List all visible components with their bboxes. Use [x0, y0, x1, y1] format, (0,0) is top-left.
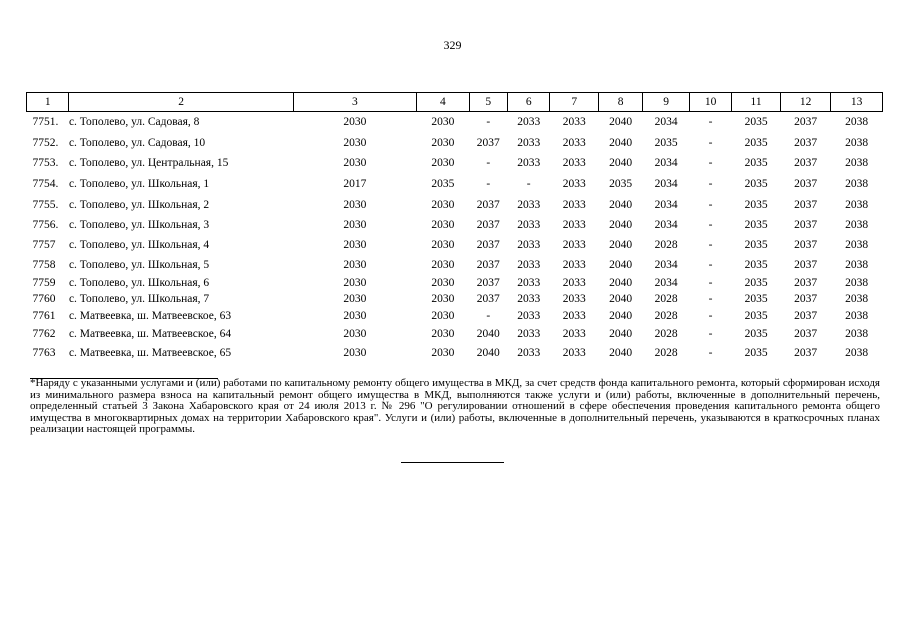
year-cell: 2040: [609, 218, 633, 231]
row-number-cell: 7752.: [32, 136, 59, 149]
year-cell: 2030: [431, 292, 455, 305]
year-cell: 2030: [343, 276, 367, 289]
table-row: [27, 215, 883, 235]
address-cell: с. Тополево, ул. Школьная, 7: [68, 292, 210, 305]
year-cell: 2035: [431, 178, 455, 190]
year-cell: 2030: [431, 116, 455, 129]
year-cell: 2035: [744, 136, 768, 149]
year-cell: -: [526, 178, 531, 190]
table-row: [27, 291, 883, 307]
column-header: 12: [780, 93, 831, 112]
year-cell: 2040: [609, 258, 633, 271]
year-cell: 2035: [654, 136, 678, 149]
end-rule: [401, 462, 504, 463]
year-cell: -: [708, 346, 713, 359]
address-cell: с. Тополево, ул. Садовая, 8: [68, 116, 200, 129]
year-cell: 2030: [343, 346, 367, 359]
year-cell: 2035: [744, 116, 768, 129]
year-cell: -: [708, 116, 713, 129]
year-cell: 2034: [654, 276, 678, 289]
column-header: 3: [293, 93, 416, 112]
year-cell: 2028: [654, 309, 678, 322]
year-cell: 2028: [654, 346, 678, 359]
year-cell: 2034: [654, 178, 678, 190]
year-cell: 2033: [562, 136, 586, 149]
year-cell: 2040: [609, 276, 633, 289]
year-cell: 2040: [609, 292, 633, 305]
year-cell: 2030: [343, 116, 367, 129]
year-cell: 2035: [609, 178, 633, 190]
year-cell: 2040: [609, 328, 633, 340]
year-cell: 2033: [562, 309, 586, 322]
table-row: [27, 133, 883, 153]
year-cell: 2030: [431, 198, 455, 211]
row-number-cell: 7761: [32, 309, 56, 322]
year-cell: 2033: [517, 292, 541, 305]
year-cell: 2035: [744, 309, 768, 322]
year-cell: 2038: [845, 292, 869, 305]
year-cell: 2034: [654, 258, 678, 271]
year-cell: 2038: [845, 238, 869, 251]
year-cell: 2038: [845, 178, 869, 190]
repair-schedule-table: [26, 92, 883, 362]
year-cell: -: [708, 178, 713, 190]
year-cell: 2033: [562, 238, 586, 251]
row-number-cell: 7753.: [32, 157, 59, 169]
year-cell: 2034: [654, 218, 678, 231]
row-number-cell: 7754.: [32, 178, 59, 190]
year-cell: 2030: [343, 136, 367, 149]
row-number-cell: 7758: [32, 258, 56, 271]
year-cell: 2030: [343, 218, 367, 231]
year-cell: 2040: [609, 309, 633, 322]
column-header: 2: [69, 93, 293, 112]
year-cell: 2037: [794, 328, 818, 340]
year-cell: 2030: [343, 292, 367, 305]
year-cell: 2035: [744, 276, 768, 289]
row-number-cell: 7757: [32, 238, 56, 251]
year-cell: 2033: [517, 218, 541, 231]
column-header: 10: [689, 93, 731, 112]
year-cell: 2028: [654, 292, 678, 305]
row-number-cell: 7751.: [32, 116, 59, 129]
year-cell: 2033: [562, 178, 586, 190]
column-header: 8: [598, 93, 642, 112]
year-cell: 2040: [609, 198, 633, 211]
year-cell: 2033: [517, 346, 541, 359]
table-row: [27, 344, 883, 362]
year-cell: 2037: [794, 258, 818, 271]
year-cell: 2035: [744, 218, 768, 231]
year-cell: 2037: [794, 309, 818, 322]
row-number-cell: 7760: [32, 292, 56, 305]
year-cell: 2034: [654, 157, 678, 169]
column-header: 9: [643, 93, 689, 112]
year-cell: 2033: [562, 116, 586, 129]
year-cell: 2030: [343, 198, 367, 211]
table-row: [27, 195, 883, 215]
year-cell: 2033: [517, 198, 541, 211]
header-row: [27, 93, 883, 112]
year-cell: -: [708, 258, 713, 271]
year-cell: -: [708, 276, 713, 289]
year-cell: 2034: [654, 198, 678, 211]
address-cell: с. Тополево, ул. Школьная, 2: [68, 198, 210, 211]
column-header: 1: [27, 93, 69, 112]
year-cell: 2033: [517, 309, 541, 322]
year-cell: 2030: [431, 309, 455, 322]
year-cell: 2037: [476, 238, 500, 251]
year-cell: 2033: [562, 276, 586, 289]
year-cell: 2038: [845, 116, 869, 129]
year-cell: 2030: [343, 328, 367, 340]
year-cell: -: [708, 157, 713, 169]
year-cell: 2030: [343, 157, 367, 169]
year-cell: 2030: [431, 276, 455, 289]
address-cell: с. Тополево, ул. Школьная, 6: [68, 276, 210, 289]
year-cell: 2037: [794, 292, 818, 305]
column-header: 6: [508, 93, 550, 112]
address-cell: с. Тополево, ул. Школьная, 4: [68, 238, 210, 251]
year-cell: 2040: [476, 346, 500, 359]
year-cell: 2035: [744, 328, 768, 340]
address-cell: с. Тополево, ул. Школьная, 3: [68, 218, 210, 231]
year-cell: 2040: [609, 346, 633, 359]
year-cell: -: [486, 309, 491, 322]
column-header: 13: [831, 93, 883, 112]
year-cell: 2034: [654, 116, 678, 129]
year-cell: 2037: [794, 218, 818, 231]
year-cell: 2030: [431, 238, 455, 251]
year-cell: -: [486, 157, 491, 169]
year-cell: 2038: [845, 258, 869, 271]
footnote: *Наряду с указанными услугами и (или) работами по капитальному ремонту общего имущества в МКД, за счет средств фонда капитального ремонта, который сформирован исходя из минимального размера взноса на капитальный ремонт общего имущества в МКД, выполняются также услуги и (или) работы, включенные в дополнительный перечень, определенный статьей 3 Закона Хабаровского края от 24 июля 2013 г. № 296 "О регулировании отношений в сфере обеспечения проведения капитального ремонта общего имущества в многоквартирных домах на территории Хабаровского края". Услуги и (или) работы, включенные в дополнительный перечень, указываются в краткосрочных планах реализации настоящей программы.: [30, 377, 880, 435]
column-header: 4: [417, 93, 470, 112]
year-cell: 2033: [562, 198, 586, 211]
year-cell: 2035: [744, 178, 768, 190]
year-cell: 2030: [431, 328, 455, 340]
year-cell: 2038: [845, 218, 869, 231]
address-cell: с. Матвеевка, ш. Матвеевское, 65: [68, 346, 232, 359]
column-header: 7: [550, 93, 599, 112]
year-cell: 2030: [431, 136, 455, 149]
year-cell: 2033: [517, 258, 541, 271]
year-cell: 2038: [845, 136, 869, 149]
year-cell: 2037: [476, 218, 500, 231]
year-cell: -: [708, 328, 713, 340]
year-cell: 2030: [431, 218, 455, 231]
address-cell: с. Матвеевка, ш. Матвеевское, 64: [68, 328, 232, 340]
year-cell: 2037: [794, 346, 818, 359]
row-number-cell: 7755.: [32, 198, 59, 211]
repair-schedule-table-wrap: [26, 92, 883, 362]
year-cell: 2037: [794, 136, 818, 149]
year-cell: 2028: [654, 328, 678, 340]
year-cell: 2030: [343, 238, 367, 251]
table-row: [27, 325, 883, 344]
row-number-cell: 7763: [32, 346, 56, 359]
row-number-cell: 7762: [32, 328, 56, 340]
year-cell: 2033: [517, 136, 541, 149]
year-cell: 2017: [343, 178, 367, 190]
year-cell: 2037: [794, 157, 818, 169]
column-header: 11: [732, 93, 781, 112]
year-cell: 2038: [845, 309, 869, 322]
year-cell: 2033: [517, 276, 541, 289]
column-header: 5: [469, 93, 507, 112]
year-cell: -: [708, 198, 713, 211]
table-body: [27, 112, 883, 362]
table-row: [27, 235, 883, 255]
year-cell: 2033: [562, 218, 586, 231]
table-row: [27, 307, 883, 325]
page-number: 329: [443, 38, 462, 52]
year-cell: 2040: [609, 116, 633, 129]
address-cell: с. Тополево, ул. Садовая, 10: [68, 136, 206, 149]
year-cell: -: [708, 238, 713, 251]
table-row: [27, 275, 883, 291]
year-cell: 2037: [476, 198, 500, 211]
year-cell: 2037: [476, 292, 500, 305]
year-cell: 2038: [845, 198, 869, 211]
row-number-cell: 7759: [32, 276, 56, 289]
row-number-cell: 7756.: [32, 218, 59, 231]
year-cell: -: [486, 178, 491, 190]
address-cell: с. Тополево, ул. Школьная, 5: [68, 258, 210, 271]
year-cell: 2030: [431, 346, 455, 359]
year-cell: 2040: [609, 136, 633, 149]
year-cell: 2035: [744, 157, 768, 169]
year-cell: 2035: [744, 198, 768, 211]
year-cell: 2040: [476, 328, 500, 340]
year-cell: 2038: [845, 276, 869, 289]
year-cell: 2033: [517, 328, 541, 340]
table-row: [27, 255, 883, 275]
year-cell: 2037: [476, 136, 500, 149]
year-cell: 2037: [794, 198, 818, 211]
year-cell: 2040: [609, 238, 633, 251]
table-row: [27, 174, 883, 195]
address-cell: с. Тополево, ул. Школьная, 1: [68, 178, 210, 190]
year-cell: -: [708, 218, 713, 231]
year-cell: 2030: [343, 309, 367, 322]
year-cell: 2038: [845, 157, 869, 169]
year-cell: 2028: [654, 238, 678, 251]
year-cell: 2038: [845, 328, 869, 340]
year-cell: 2037: [476, 258, 500, 271]
year-cell: 2035: [744, 292, 768, 305]
address-cell: с. Матвеевка, ш. Матвеевское, 63: [68, 309, 232, 322]
year-cell: 2037: [476, 276, 500, 289]
year-cell: 2037: [794, 178, 818, 190]
table-row: [27, 112, 883, 133]
year-cell: 2040: [609, 157, 633, 169]
year-cell: 2033: [517, 116, 541, 129]
year-cell: 2030: [431, 157, 455, 169]
year-cell: 2033: [562, 157, 586, 169]
year-cell: 2035: [744, 346, 768, 359]
year-cell: 2033: [517, 238, 541, 251]
address-cell: с. Тополево, ул. Центральная, 15: [68, 157, 229, 169]
year-cell: 2033: [517, 157, 541, 169]
year-cell: 2033: [562, 292, 586, 305]
year-cell: 2035: [744, 238, 768, 251]
year-cell: -: [486, 116, 491, 129]
year-cell: -: [708, 136, 713, 149]
year-cell: 2033: [562, 258, 586, 271]
year-cell: 2037: [794, 238, 818, 251]
table-row: [27, 153, 883, 174]
year-cell: 2030: [343, 258, 367, 271]
year-cell: -: [708, 292, 713, 305]
year-cell: 2037: [794, 276, 818, 289]
year-cell: -: [708, 309, 713, 322]
year-cell: 2035: [744, 258, 768, 271]
year-cell: 2030: [431, 258, 455, 271]
year-cell: 2033: [562, 346, 586, 359]
year-cell: 2038: [845, 346, 869, 359]
year-cell: 2033: [562, 328, 586, 340]
year-cell: 2037: [794, 116, 818, 129]
